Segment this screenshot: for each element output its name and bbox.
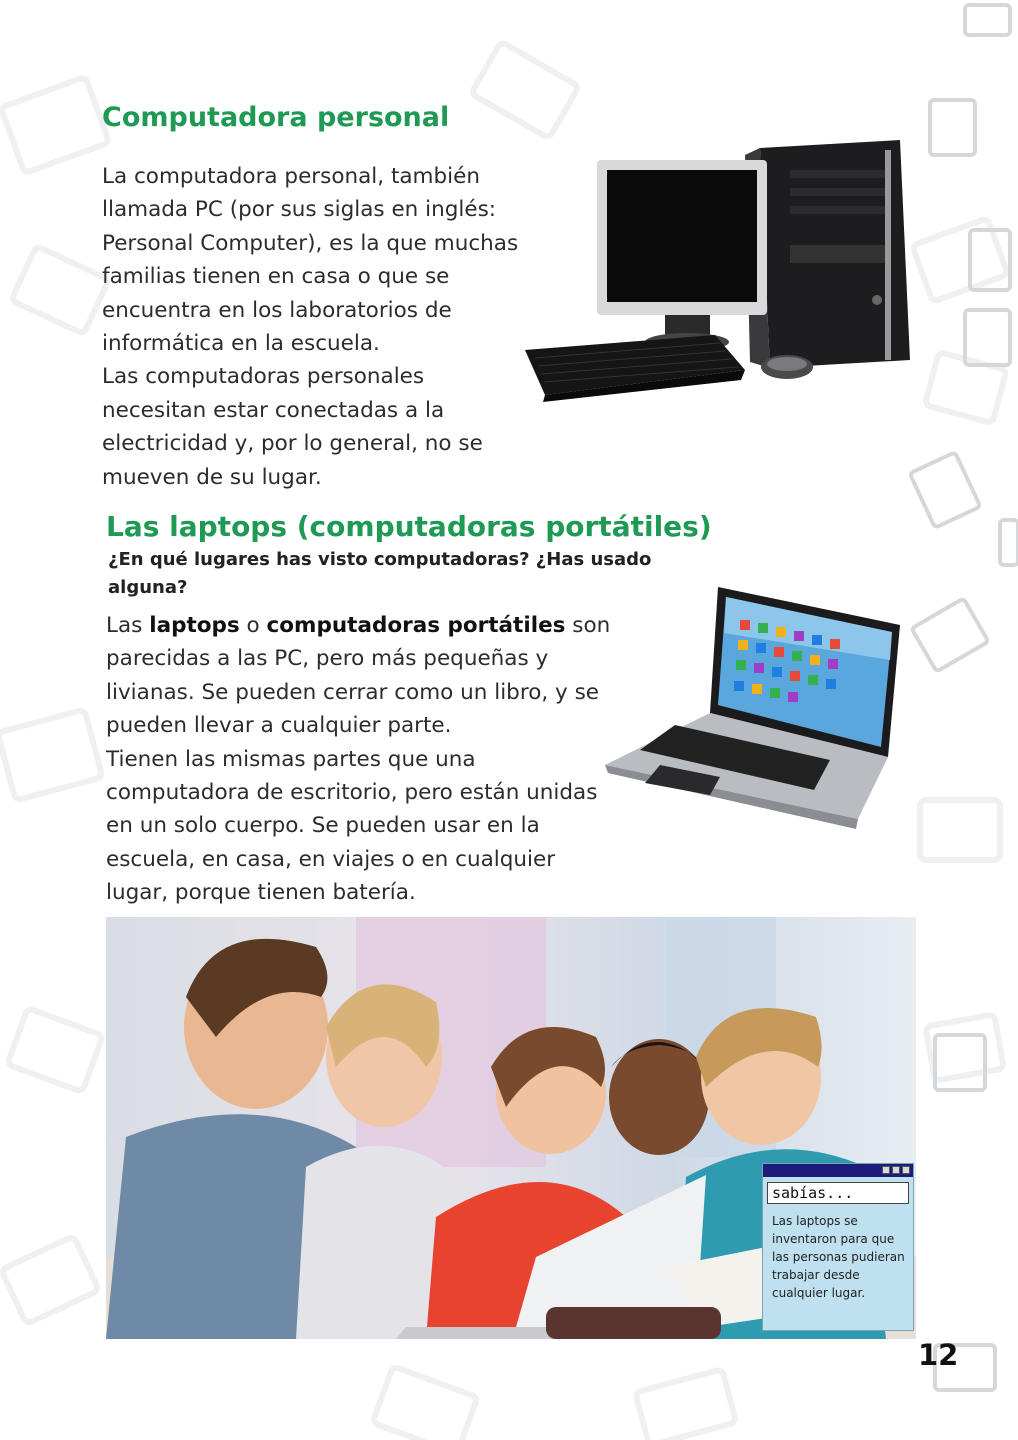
personal-computer-paragraph: [102, 160, 518, 494]
text-run: Las: [106, 613, 150, 638]
section-title-personal-computer: Computadora personal: [102, 102, 450, 133]
text-line: Personal Computer), es la que muchas: [102, 230, 519, 256]
text-line: mueven de su lugar.: [102, 464, 322, 490]
close-icon[interactable]: [902, 1166, 910, 1174]
text-line: llamada PC (por sus siglas en inglés:: [102, 197, 497, 223]
page-number: 12: [918, 1338, 959, 1372]
text-line: computadora de escritorio, pero están unidas: [106, 780, 598, 806]
laptops-paragraph: [106, 609, 610, 910]
minimize-icon[interactable]: [882, 1166, 890, 1174]
text-line: escuela, en casa, en viajes o en cualquier: [106, 846, 556, 872]
did-you-know-text: Las laptops se inventaron para que las personas pudieran trabajar desde cualquier lugar.: [772, 1214, 905, 1300]
text-run: o: [239, 613, 267, 638]
window-titlebar: [763, 1164, 913, 1177]
text-line: Las computadoras personales: [102, 364, 425, 390]
text-line: Tienen las mismas partes que una: [106, 746, 476, 772]
did-you-know-window: [762, 1163, 914, 1331]
text-line: parecidas a las PC, pero más pequeñas y: [106, 646, 549, 672]
desktop-computer-illustration: [505, 130, 925, 410]
text-run: son: [565, 613, 611, 638]
text-line: electricidad y, por lo general, no se: [102, 431, 483, 457]
text-line: La computadora personal, también: [102, 164, 480, 189]
text-line: familias tienen en casa o que se: [102, 264, 450, 290]
question-text: ¿En qué lugares has visto computadoras? ¿Has usado alguna?: [108, 549, 652, 598]
bold-term-portable-computers: computadoras portátiles: [266, 613, 566, 638]
did-you-know-label: sabías...: [767, 1182, 909, 1204]
maximize-icon[interactable]: [892, 1166, 900, 1174]
text-line: livianas. Se pueden cerrar como un libro, y se: [106, 679, 599, 705]
text-line: necesitan estar conectadas a la: [102, 397, 445, 423]
laptop-illustration: [600, 585, 910, 875]
text-line: lugar, porque tienen batería.: [106, 880, 416, 906]
bold-term-laptops: laptops: [149, 613, 240, 638]
text-line-first: [106, 609, 610, 642]
text-line: en un solo cuerpo. Se pueden usar en la: [106, 813, 540, 839]
text-line: informática en la escuela.: [102, 331, 380, 357]
text-line: encuentra en los laboratorios de: [102, 297, 452, 323]
text-line: pueden llevar a cualquier parte.: [106, 713, 452, 739]
section-title-laptops: Las laptops (computadoras portátiles): [106, 510, 712, 543]
